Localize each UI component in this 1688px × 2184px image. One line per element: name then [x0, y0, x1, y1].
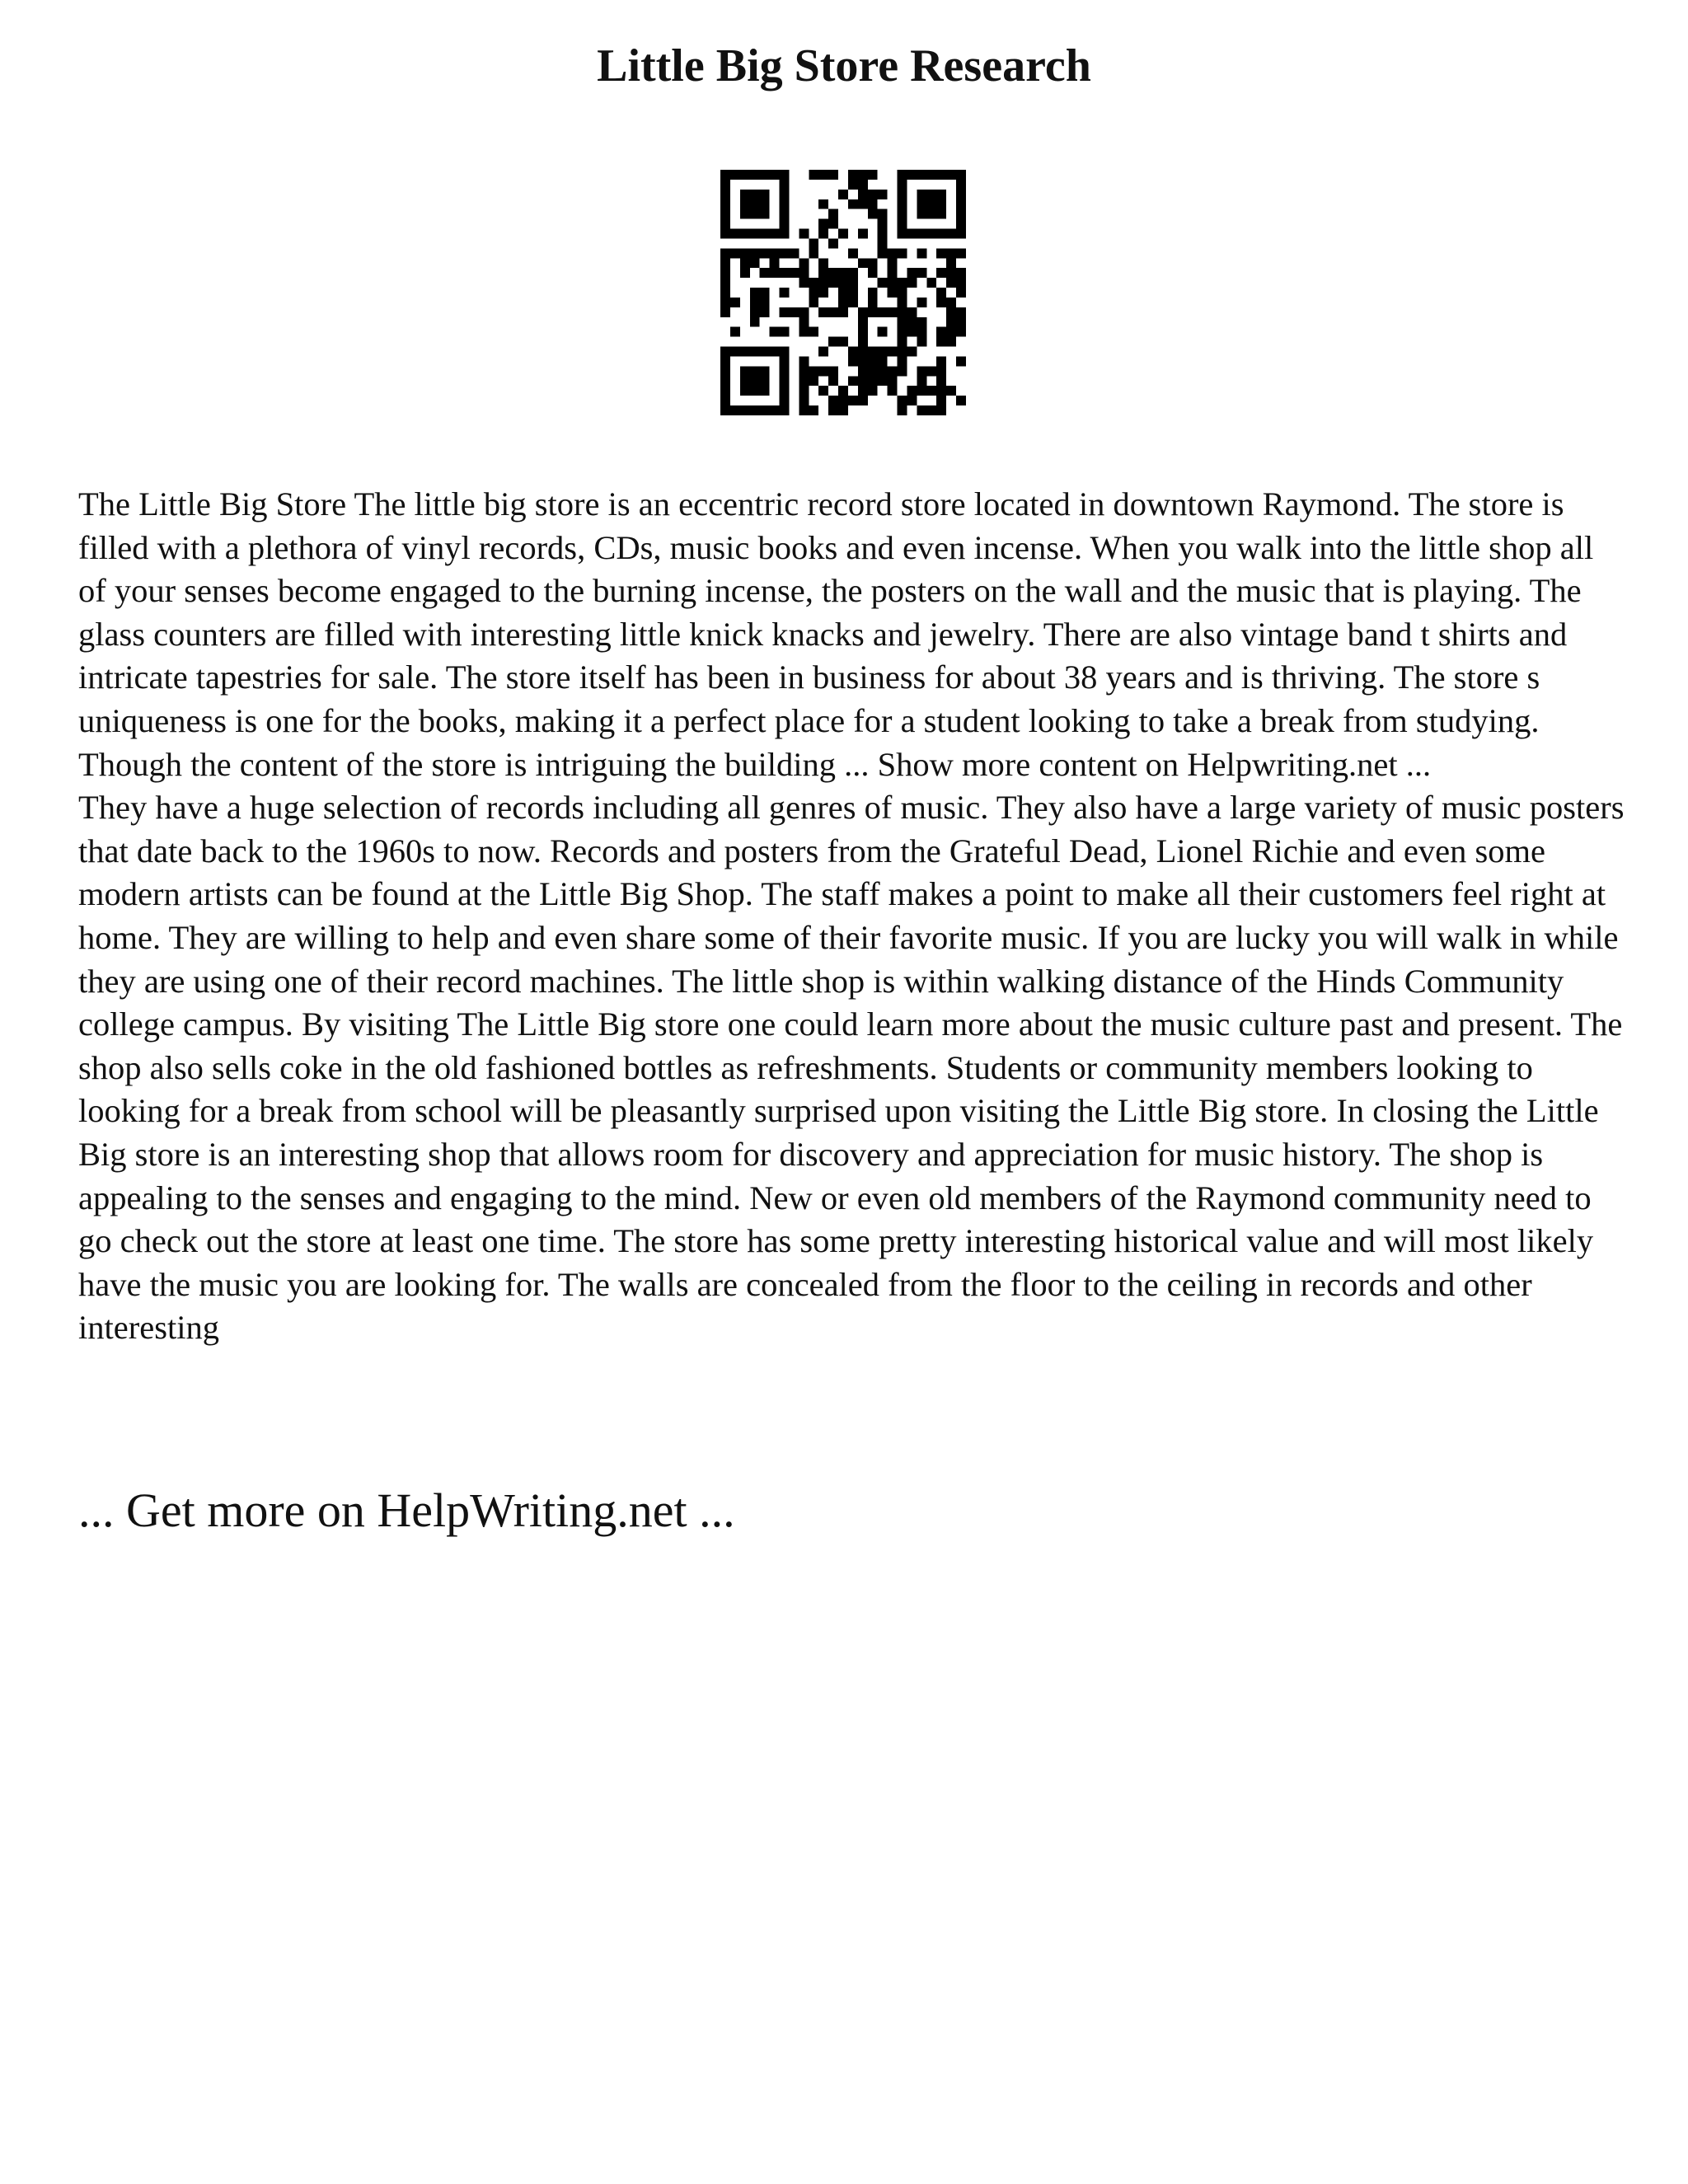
- article-body: [78, 483, 1628, 1350]
- paragraph-intro: The Little Big Store The little big store is an eccentric record store located in downtown Raymond. The store is filled with a plethora of vinyl records, CDs, music books and even incense. When you walk into the little shop all of your senses become engaged to the burning incense, the posters on the wall and the music that is playing. The glass counters are filled with interesting little knick knacks and jewelry. There are also vintage band t shirts and intricate tapestries for sale. The store itself has been in business for about 38 years and is thriving. The store s uniqueness is one for the books, making it a perfect place for a student looking to take a break from studying. Though the content of the store is intriguing the building ... Show more content on Helpwriting.net ...: [78, 485, 1594, 783]
- paragraph-main: They have a huge selection of records including all genres of music. They also have a large variety of music posters that date back to the 1960s to now. Records and posters from the Grateful Dead, Lionel Richie and even some modern artists can be found at the Little Big Shop. The staff makes a point to make all their customers feel right at home. They are willing to help and even share some of their favorite music. If you are lucky you will walk in while they are using one of their record machines. The little shop is within walking distance of the Hinds Community college campus. By visiting The Little Big store one could learn more about the music culture past and present. The shop also sells coke in the old fashioned bottles as refreshments. Students or community members looking to looking for a break from school will be pleasantly surprised upon visiting the Little Big store. In closing the Little Big store is an interesting shop that allows room for discovery and appreciation for music history. The shop is appealing to the senses and engaging to the mind. New or even old members of the Raymond community need to go check out the store at least one time. The store has some pretty interesting historical value and will most likely have the music you are looking for. The walls are concealed from the floor to the ceiling in records and other interesting: [78, 789, 1625, 1347]
- get-more-link[interactable]: ... Get more on HelpWriting.net ...: [78, 1483, 735, 1537]
- qr-code-icon: [720, 170, 966, 415]
- page-title: Little Big Store Research: [597, 40, 1091, 91]
- qr-code-graphic: [720, 170, 966, 415]
